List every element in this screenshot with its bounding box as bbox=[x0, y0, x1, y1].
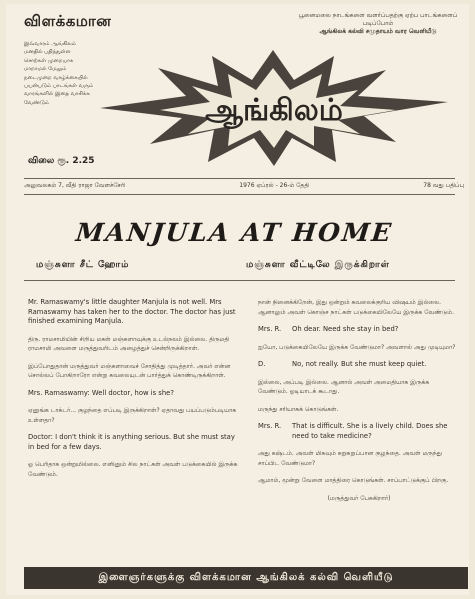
intro-translation: திரு. ராமசாமியின் சிறிய மகள் மஞ்சுளாவுக்கு உடல்நலம் இல்லை. திருமதி ராமசாமி அவளை மருத்துவரிடம் அழைத்துச் சென்றிருக்கிறாள். bbox=[28, 335, 230, 352]
intro-paragraph: Mr. Ramaswamy's little daughter Manjula is not well. Mrs Ramaswamy has taken her to the doctor. The doctor has just finished examining Manjula. bbox=[28, 298, 236, 325]
divider bbox=[24, 178, 455, 179]
dialogue-translation: இல்லை, அப்படி இல்லை. ஆனால் அவள் அமைதியாக இருக்க வேண்டும். ஓடியாடக் கூடாது. bbox=[258, 378, 430, 395]
divider bbox=[24, 194, 455, 195]
intro-blurb: இவ்வாரம் ஆங்கிலம் மனதில் பதிந்துள்ள சொற்கள் முறையாக மாறாமல் மேலும் நடைமுறை வாழ்க்கையில் பயன்படும் பாடங்கள் வரும் வாரங்களில் இதை வாசிக்க வேண்டும் bbox=[24, 41, 94, 106]
dialogue-translation: ஏனுங்க டாக்டர்... குழந்தை எப்படி இருக்கிறாள்? ஏதாவது பயப்படும்படியாக உள்ளதா? bbox=[28, 407, 237, 424]
subtitle-translation: மஞ்சுளா வீட்டிலே இருக்கிறாள் bbox=[246, 260, 390, 270]
article-title: MANJULA AT HOME bbox=[74, 218, 395, 247]
left-column bbox=[28, 298, 238, 487]
dialogue-translation: ஓ பெரிதாக ஒன்றுமில்லை. எனினும் சில நாட்கள் அவள் படுக்கையில் இருக்க வேண்டும். bbox=[28, 461, 238, 478]
top-tagline: பூனைமலை நாடங்களை வளர்ப்பதற்கு ஏற்ப பாடங்களைப் படிப்போம் ஆங்கிலக் கல்வி சமுதாயம் வார வெளியீடு bbox=[298, 12, 458, 35]
dialogue-line: Mrs. R. Oh dear. Need she stay in bed? bbox=[258, 325, 399, 333]
context-translation: இப்போதுதான் மருத்துவர் மஞ்சுளாவைச் சோதித்து முடித்தார். அவர் என்ன சொல்லப் போகிறாரோ என்று கவலையுடன் பார்த்துக் கொண்டிருக்கிறாள். bbox=[28, 362, 231, 379]
dialogue-line: Doctor: I don't think it is anything serious. But she must stay in bed for a few days. bbox=[28, 433, 235, 451]
divider bbox=[24, 280, 455, 281]
subtitle-transliteration: மஞ்சுளா சீட் ஹோம் bbox=[36, 260, 130, 270]
signature-note: (மருத்துவர் பேசுகிறார்) bbox=[327, 494, 391, 502]
dialogue-translation: அது கஷ்டம். அவள் மிகவும் சுறுசுறுப்பான குழந்தை. அவள் மருந்து சாப்பிட வேண்டுமா? bbox=[258, 450, 442, 467]
dialogue-line: Mrs. R. That is difficult. She is a lively child. Does she need to take medicine? bbox=[258, 422, 448, 440]
logo-text: ஆங்கிலம் bbox=[205, 93, 343, 128]
masthead: விளக்கமான bbox=[24, 12, 112, 30]
dialogue-line: D. No, not really. But she must keep quiet. bbox=[258, 360, 427, 368]
dialogue-translation: ஆமாம், மூன்று வேளை மாத்திரை கொடுங்கள். சாப்பாட்டுக்குப் பிறகு. bbox=[258, 477, 449, 484]
starburst-logo bbox=[96, 48, 451, 168]
right-column bbox=[258, 298, 460, 511]
price-label: விலை ரூ. 2.25 bbox=[28, 156, 95, 166]
dialogue-translation: ஐயோ, படுக்கையிலேயே இருக்க வேண்டுமா? அவளால் அது முடியுமா? bbox=[258, 343, 456, 351]
top-translation: நான் நினைக்கிறேன், இது ஒன்றும் கவலைக்குரிய விஷயம் இல்லை. ஆனாலும் அவள் கொஞ்ச நாட்கள் படுக்கையிலேயே இருக்க வேண்டும். bbox=[258, 299, 455, 316]
info-bar: அலுவலகம் 7, வீதி ராஜா வேளச்சேரி 1976 ஏப்ரல் - 26-ம் தேதி 78 வது பதிப்பு bbox=[24, 182, 464, 189]
dialogue-translation: மருந்து சரியாகக் கொடுங்கள். bbox=[258, 405, 339, 413]
dialogue-line: Mrs. Ramaswamy: Well doctor, how is she? bbox=[28, 388, 174, 397]
footer-banner: இளைஞர்களுக்கு விளக்கமான ஆங்கிலக் கல்வி வெளியீடு bbox=[24, 567, 468, 589]
page bbox=[6, 4, 469, 595]
